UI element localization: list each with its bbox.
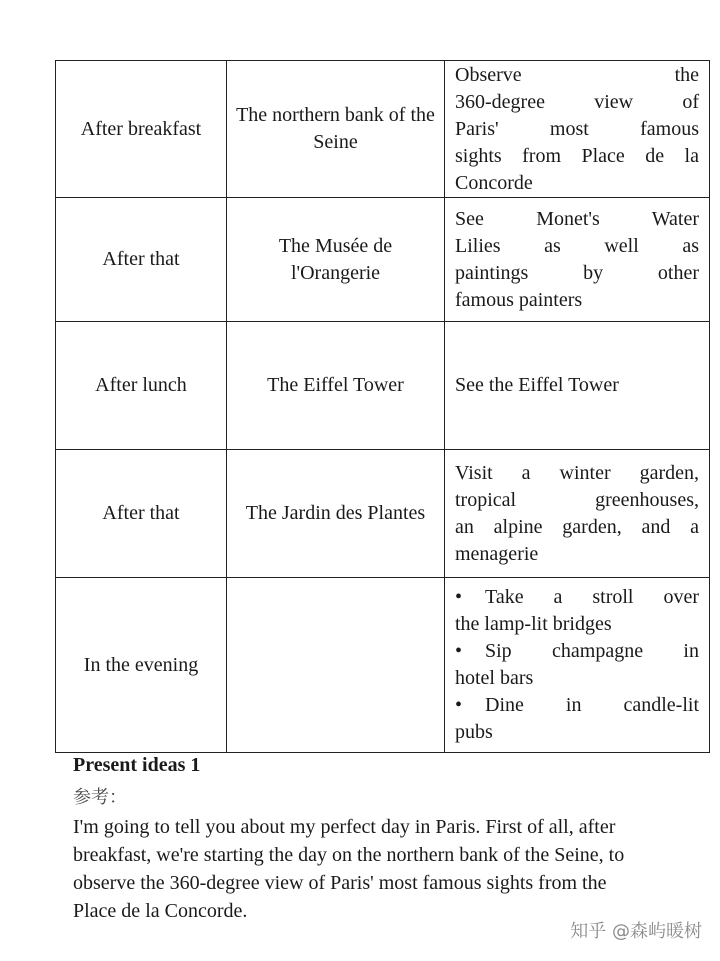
activity-cell xyxy=(445,322,710,450)
table-row xyxy=(56,198,710,322)
section-title: Present ideas 1 xyxy=(73,754,201,776)
bullet-icon: • xyxy=(455,640,463,662)
table-row xyxy=(56,61,710,198)
activity-cell xyxy=(445,578,710,753)
activity-cell xyxy=(445,450,710,578)
activity-line: sights from Place de la xyxy=(455,144,699,167)
bullet-item xyxy=(455,584,699,611)
activity-line: Observe the xyxy=(455,63,699,86)
bullet-item xyxy=(455,692,699,719)
activity-line: See the Eiffel Tower xyxy=(455,374,619,396)
table-row xyxy=(56,322,710,450)
table-row xyxy=(56,450,710,578)
bullet-text: Dine in candle-lit xyxy=(485,694,699,716)
activity-line: menagerie xyxy=(455,542,539,565)
time-cell: After breakfast xyxy=(56,61,227,198)
bullet-item xyxy=(455,638,699,665)
place-cell: The northern bank of the Seine xyxy=(227,61,445,198)
activity-line: paintings by other xyxy=(455,261,699,284)
place-cell xyxy=(227,578,445,753)
bullet-continuation: pubs xyxy=(455,721,493,743)
activity-line: Visit a winter garden, xyxy=(455,461,699,484)
bullet-continuation: the lamp-lit bridges xyxy=(455,613,612,635)
activity-line: See Monet's Water xyxy=(455,207,699,230)
activity-line: 360-degree view of xyxy=(455,90,699,113)
time-cell: After that xyxy=(56,198,227,322)
reference-label: 参考： xyxy=(73,787,127,808)
activity-line: an alpine garden, and a xyxy=(455,515,699,538)
activity-line: Concorde xyxy=(455,171,533,194)
body-paragraph: I'm going to tell you about my perfect day in Paris. First of all, after breakfast, we're starting the day on the northern bank of the Seine, to observe the 360-degree view of Paris' most famous sights from the Place de la Concorde. xyxy=(73,816,625,922)
bullet-text: Take a stroll over xyxy=(485,586,699,608)
place-cell: The Eiffel Tower xyxy=(227,322,445,450)
time-cell: After lunch xyxy=(56,322,227,450)
activity-line: Lilies as well as xyxy=(455,234,699,257)
bullet-icon: • xyxy=(455,694,463,716)
activity-line: Paris' most famous xyxy=(455,117,699,140)
time-cell: After that xyxy=(56,450,227,578)
activity-line: famous painters xyxy=(455,288,583,311)
place-cell: The Musée de l'Orangerie xyxy=(227,198,445,322)
bullet-icon: • xyxy=(455,586,463,608)
table-row xyxy=(56,578,710,753)
itinerary-table xyxy=(55,60,710,753)
activity-cell xyxy=(445,198,710,322)
activity-cell xyxy=(445,61,710,198)
top-margin xyxy=(0,0,720,60)
activity-line: tropical greenhouses, xyxy=(455,488,699,511)
watermark: 知乎 @森屿暖树 xyxy=(570,921,702,942)
time-cell: In the evening xyxy=(56,578,227,753)
bullet-text: Sip champagne in xyxy=(485,640,699,662)
place-cell: The Jardin des Plantes xyxy=(227,450,445,578)
bullet-continuation: hotel bars xyxy=(455,667,534,689)
